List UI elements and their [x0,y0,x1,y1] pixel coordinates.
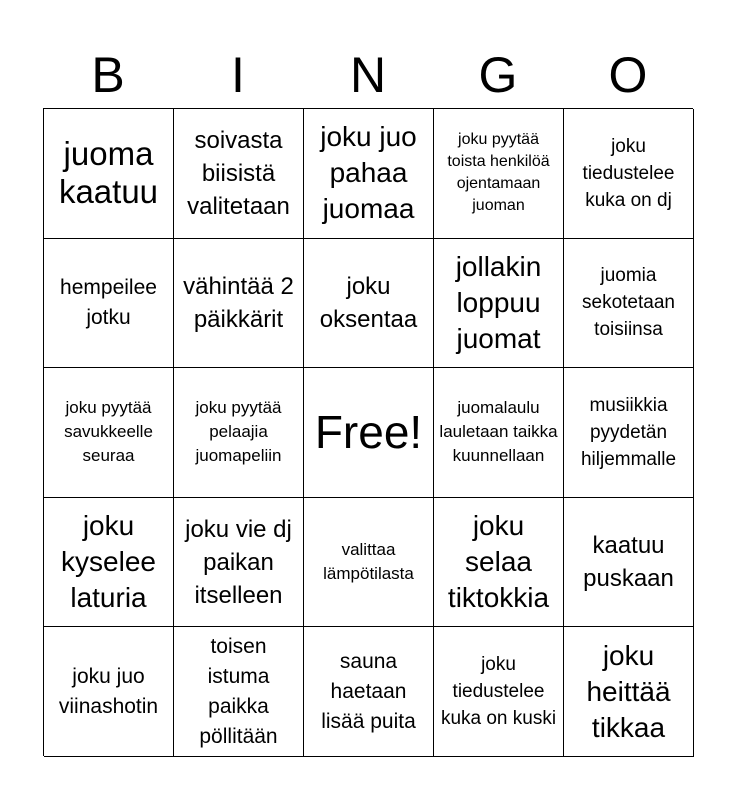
free-text: Free! [314,406,423,459]
header-letter-i: I [231,47,245,103]
bingo-cell[interactable] [304,109,434,239]
free-cell[interactable] [304,368,434,498]
cell-text: sauna haetaan lisää puita [321,649,416,733]
bingo-cell[interactable] [174,498,304,628]
bingo-cell[interactable] [44,109,174,239]
bingo-cell[interactable] [44,368,174,498]
cell-text: joku oksentaa [319,272,418,333]
cell-text: joku tiedustelee kuka on dj [582,135,675,211]
bingo-cell[interactable] [174,627,304,757]
cell-text: joku kyselee laturia [61,510,156,614]
header-letter-g: G [478,47,518,103]
cell-text: juomalaulu lauletaan taikka kuunnellaan [439,398,558,466]
bingo-cell[interactable] [44,239,174,369]
cell-text: jollakin loppuu juomat [455,250,542,354]
bingo-cell[interactable] [434,109,564,239]
cell-text: joku vie dj paikan itselleen [185,515,292,609]
cell-text: kaatuu puskaan [583,532,674,593]
bingo-cell[interactable] [564,627,694,757]
cell-text: toisen istuma paikka pöllitään [199,634,278,748]
bingo-cell[interactable] [44,627,174,757]
bingo-cell[interactable] [434,368,564,498]
cell-text: musiikkia pyydetän hiljemmalle [580,394,677,470]
bingo-cell[interactable] [434,239,564,369]
bingo-header [43,42,693,108]
bingo-cell[interactable] [564,368,694,498]
cell-text: soivasta biisistä valitetaan [187,126,290,220]
bingo-cell[interactable] [304,627,434,757]
cell-text: joku selaa tiktokkia [447,510,550,614]
cell-text: joku pyytää savukkeelle seuraa [64,398,153,466]
cell-text: joku pyytää toista henkilöä ojentamaan juoman [447,131,550,215]
header-letter-n: N [349,47,387,103]
cell-text: juomia sekotetaan toisiinsa [582,265,675,341]
bingo-cell[interactable] [44,498,174,628]
cell-text: joku heittää tikkaa [586,639,671,743]
cell-text: joku juo pahaa juomaa [320,121,417,225]
bingo-cell[interactable] [174,109,304,239]
cell-text: joku pyytää pelaajia juomapeliin [195,398,282,466]
cell-text: valittaa lämpötilasta [323,540,414,584]
cell-text: joku juo viinashotin [58,664,159,718]
bingo-cell[interactable] [304,239,434,369]
bingo-cell[interactable] [564,498,694,628]
cell-text: joku tiedustelee kuka on kuski [440,654,557,730]
cell-text: vähintää 2 päikkärit [183,272,294,333]
cell-text: juoma kaatuu [58,135,159,211]
bingo-cell[interactable] [174,239,304,369]
bingo-cell[interactable] [174,368,304,498]
bingo-board [43,108,693,756]
bingo-cell[interactable] [304,498,434,628]
header-letter-b: B [91,47,125,103]
bingo-cell[interactable] [564,239,694,369]
bingo-cell[interactable] [434,498,564,628]
bingo-cell[interactable] [434,627,564,757]
bingo-cell[interactable] [564,109,694,239]
cell-text: hempeilee jotku [60,275,157,329]
header-letter-o: O [608,47,648,103]
